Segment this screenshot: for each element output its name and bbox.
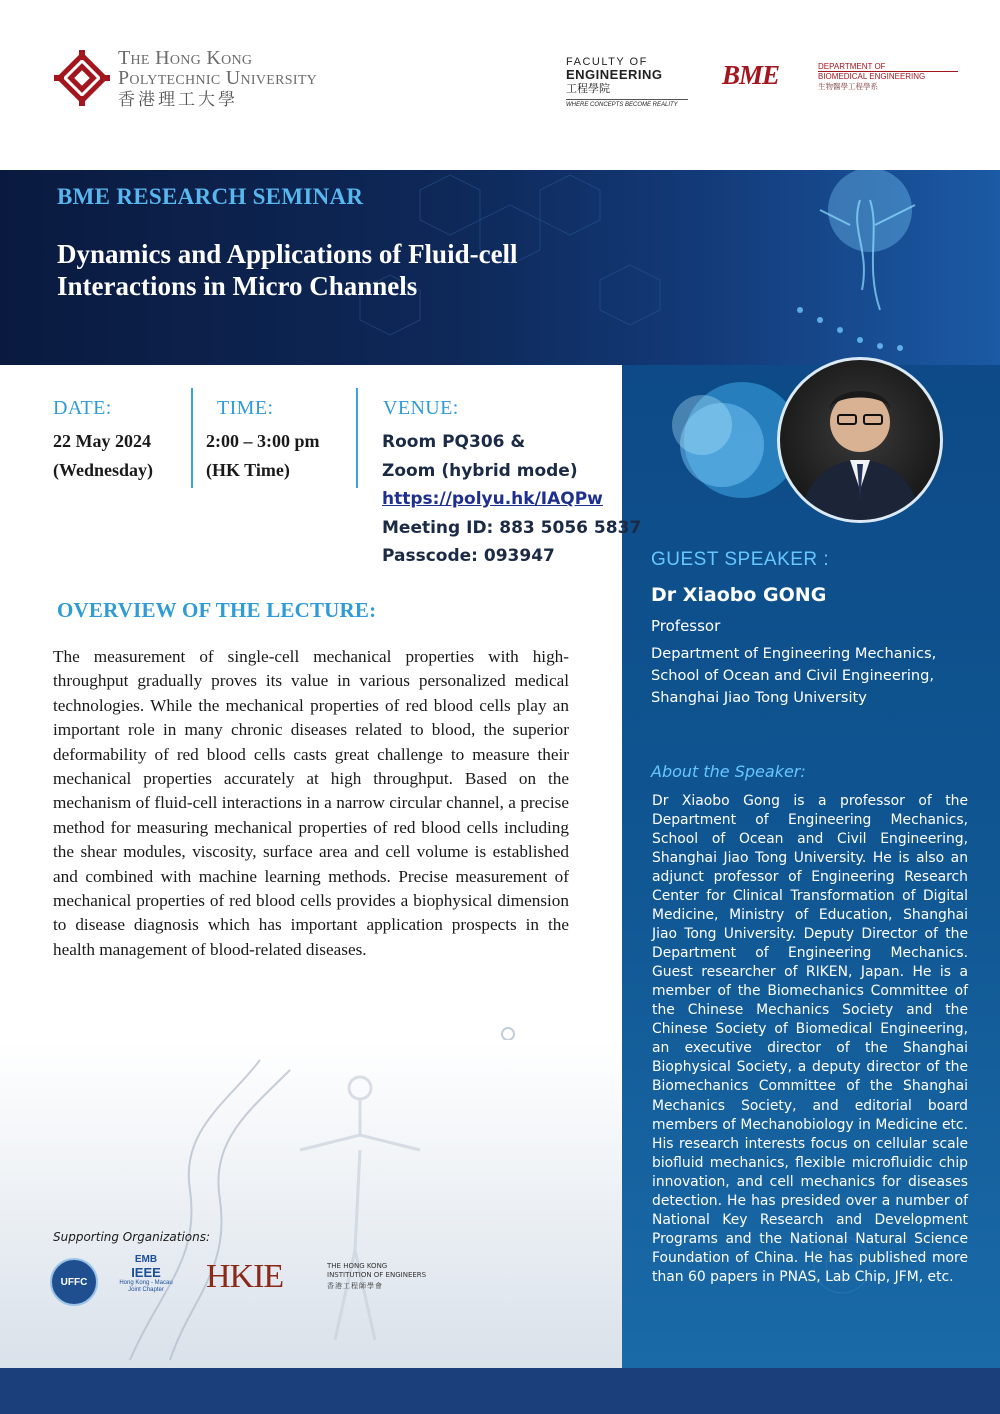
time-block xyxy=(206,427,320,485)
university-name-chinese: 香港理工大學 xyxy=(118,90,238,110)
faculty-chinese: 工程學院 xyxy=(566,82,610,95)
ieee-label: IEEE xyxy=(131,1265,161,1280)
footer-bar xyxy=(0,1368,1000,1414)
faculty-line2: ENGINEERING xyxy=(566,67,663,82)
divider xyxy=(191,388,193,488)
date-value: 22 May 2024 xyxy=(53,431,151,451)
divider xyxy=(356,388,358,488)
seminar-label: BME RESEARCH SEMINAR xyxy=(57,184,364,209)
guest-speaker-label: GUEST SPEAKER : xyxy=(651,549,830,570)
bme-mark: BME xyxy=(722,60,780,90)
affiliation-line: Department of Engineering Mechanics, xyxy=(651,645,937,662)
passcode: Passcode: 093947 xyxy=(382,546,555,566)
overview-heading: OVERVIEW OF THE LECTURE: xyxy=(57,598,377,622)
faculty-tagline: WHERE CONCEPTS BECOME REALITY xyxy=(566,99,688,108)
faculty-logo xyxy=(566,56,688,108)
date-block xyxy=(53,427,153,485)
department-line2: BIOMEDICAL ENGINEERING xyxy=(818,71,958,81)
speaker-bio: Dr Xiaobo Gong is a professor of the Department of Engineering Mechanics, School of Ocean and Civil Engineering, Shanghai Jiao Tong University. He is also an adjunct professor of Engineering Research Center for Clinical Transformation of Digital Medicine, Ministry of Education, Shanghai Jiao Tong University. Deputy Director of the Department of Engineering Mechanics. Guest researcher of RIKEN, Japan. He is a member of the Biomechanics Committee of the Chinese Mechanics Society and the Chinese Society of Biomedical Engineering, an executive director of the Shanghai Biophysical Society, a deputy director of the Biomechanics Committee of the Shanghai Mechanics Society, and editorial board members of Mechanobiology in Medicine etc. His research interests focus on cellular scale biofluid mechanics, flexible microfluidic chip innovation, and cell mechanics for diseases detection. He has presided over a number of National Key Research and Development Programs and the National Natural Science Foundation of China. He has published more than 60 papers in PNAS, Lab Chip, JFM, etc. xyxy=(652,793,968,1285)
venue-block xyxy=(382,428,641,571)
ieee-chapter: Hong Kong - Macau Joint Chapter xyxy=(119,1280,173,1293)
bme-logo xyxy=(722,60,779,91)
hkie-chinese: 香港工程師學會 xyxy=(327,1282,383,1290)
meeting-id: Meeting ID: 883 5056 5837 xyxy=(382,517,642,538)
hkie-logo: HKIE xyxy=(206,1258,284,1295)
hkie-name xyxy=(327,1262,437,1291)
timezone-value: (HK Time) xyxy=(206,460,290,480)
dna-background-icon xyxy=(0,1040,622,1368)
supporting-label: Supporting Organizations: xyxy=(53,1230,211,1244)
university-name-line2: Polytechnic University xyxy=(118,67,318,89)
affiliation-line: Shanghai Jiao Tong University xyxy=(651,689,867,706)
polyu-logo-icon xyxy=(52,48,112,108)
decoration-circle-icon xyxy=(501,1027,515,1041)
overview-body: The measurement of single-cell mechanical properties with high-throughput gradually proves its value in various personalized medical technologies. While the mechanical properties of red blood cells play an important role in many chronic diseases related to blood, the superior deformability of red blood cells casts great challenge to measure their mechanical properties accurately at high throughput. Based on the mechanism of fluid-cell interactions in a narrow circular channel, a precise method for measuring mechanical properties of red blood cells including the shear modules, viscosity, surface area and cell volume is established and combined with machine learning methods. Precise measurement of mechanical properties of red blood cells provides a biophysical dimension to disease diagnosis which has important application prospects in the health management of blood-related diseases. xyxy=(53,647,569,959)
venue-room: Room PQ306 & xyxy=(382,432,526,452)
speaker-title: Professor xyxy=(651,617,721,635)
university-name-line1: The Hong Kong xyxy=(118,47,253,69)
university-name xyxy=(118,48,317,110)
speaker-photo xyxy=(777,357,943,523)
ieee-logo xyxy=(116,1254,176,1294)
talk-title: Dynamics and Applications of Fluid-cell Interactions in Micro Channels xyxy=(57,239,518,301)
person-icon xyxy=(780,360,940,520)
date-label: DATE: xyxy=(53,397,112,419)
faculty-line1: FACULTY OF xyxy=(566,56,648,68)
weekday-value: (Wednesday) xyxy=(53,460,154,480)
hkie-line1: THE HONG KONG xyxy=(327,1262,388,1270)
department-chinese: 生物醫學工程學系 xyxy=(818,82,878,91)
venue-mode: Zoom (hybrid mode) xyxy=(382,460,578,481)
emb-label: EMB xyxy=(134,1254,158,1265)
department-line1: DEPARTMENT OF xyxy=(818,62,886,71)
speaker-name: Dr Xiaobo GONG xyxy=(651,584,827,606)
affiliation-line: School of Ocean and Civil Engineering, xyxy=(651,667,935,684)
time-value: 2:00 – 3:00 pm xyxy=(206,431,320,451)
time-label: TIME: xyxy=(217,397,274,419)
speaker-affiliation xyxy=(651,643,951,709)
venue-label: VENUE: xyxy=(383,397,459,419)
department-name xyxy=(818,62,958,91)
zoom-link[interactable]: https://polyu.hk/IAQPw xyxy=(382,489,603,509)
ufc-logo: UFFC xyxy=(50,1258,98,1306)
about-speaker-heading: About the Speaker: xyxy=(651,762,806,781)
hkie-line2: INSTITUTION OF ENGINEERS xyxy=(327,1271,427,1279)
